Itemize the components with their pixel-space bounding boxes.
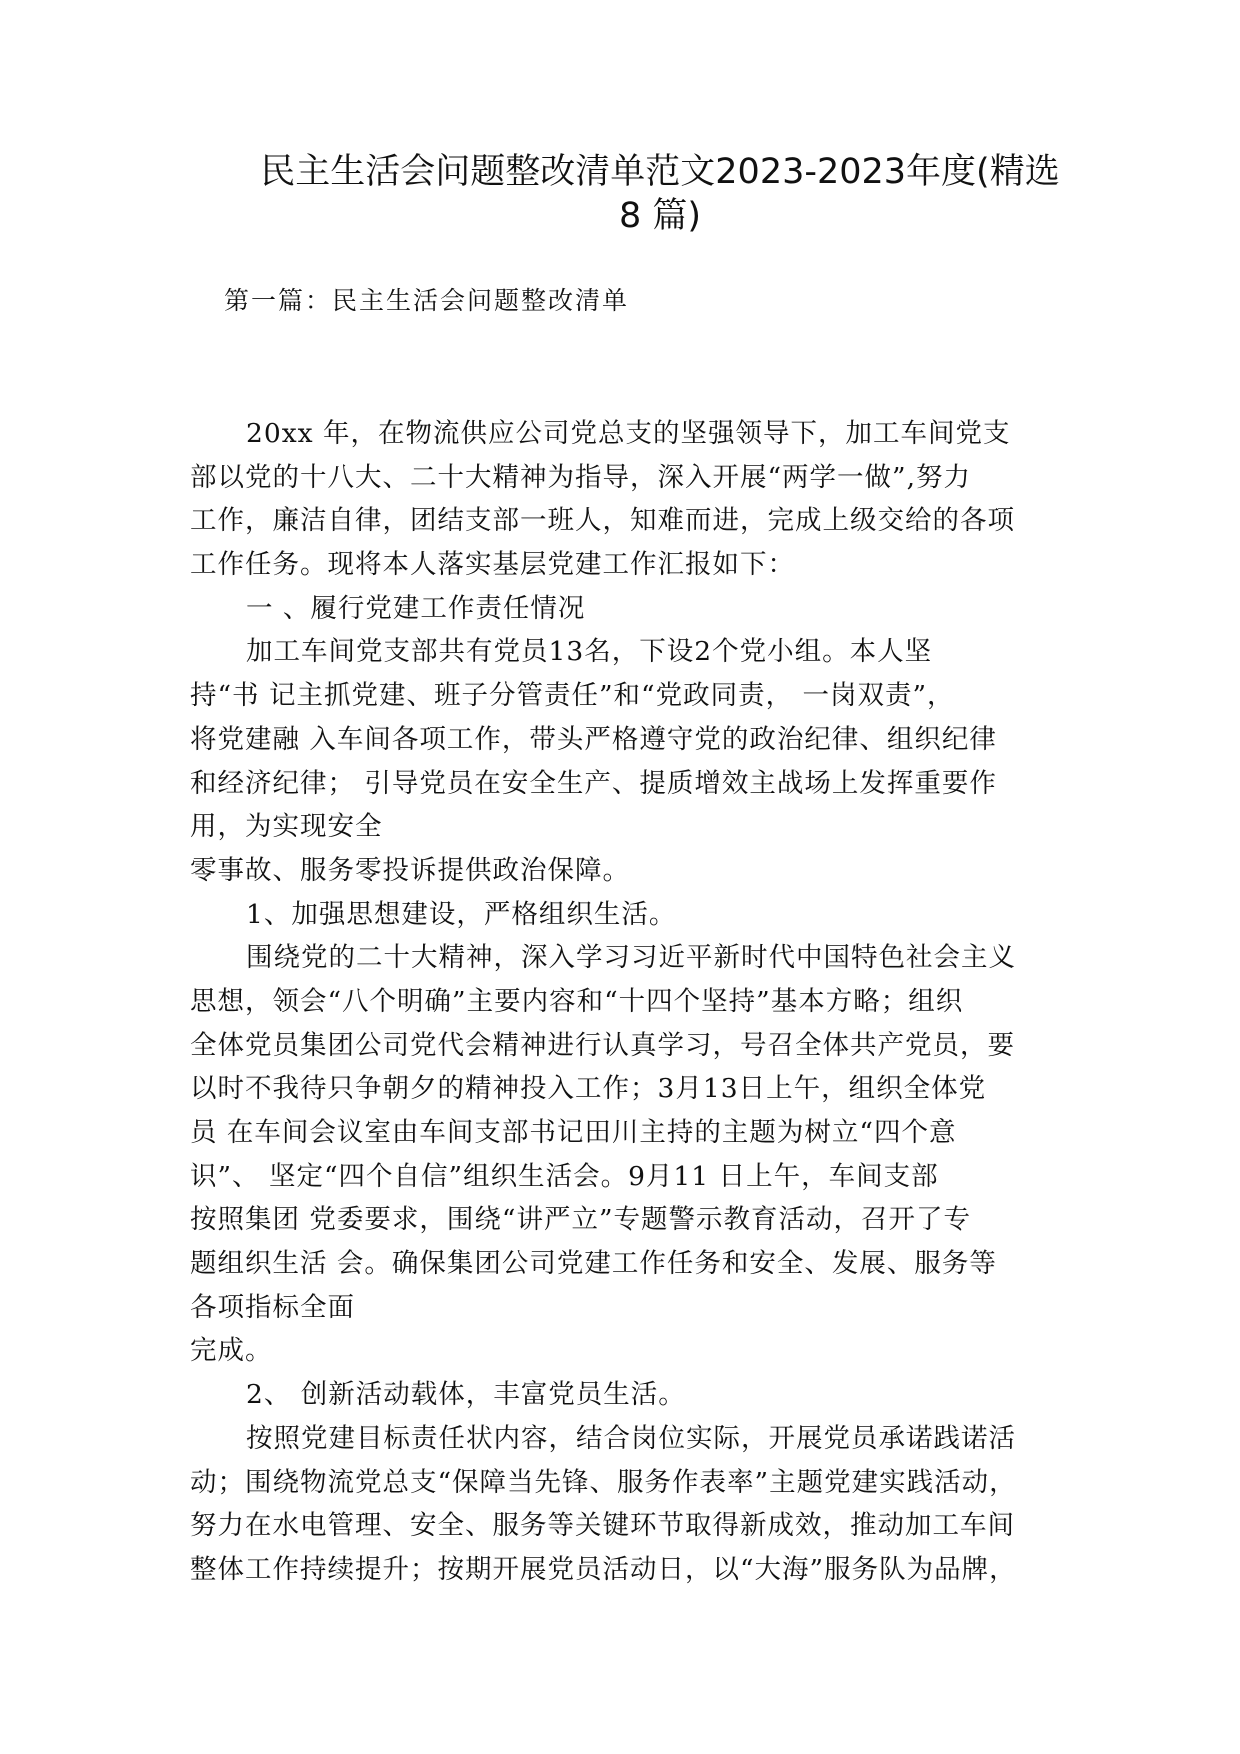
document-body <box>190 412 1050 1592</box>
body-line: 加工车间党支部共有党员13名，下设2个党小组。本人坚 <box>246 636 933 668</box>
body-line: 部以党的十八大、二十大精神为指导，深入开展“两学一做”,努力 <box>190 461 972 493</box>
body-line: 员 在车间会议室由车间支部书记田川主持的主题为树立“四个意 <box>190 1117 957 1148</box>
body-line: 零事故、服务零投诉提供政治保障。 <box>190 854 630 886</box>
body-line: 整体工作持续提升；按期开展党员活动日，以“大海”服务队为品牌， <box>190 1553 1017 1585</box>
body-line: 一 、履行党建工作责任情况 <box>246 592 586 624</box>
body-line: 和经济纪律； 引导党员在安全生产、提质增效主战场上发挥重要作 <box>190 767 997 799</box>
body-line: 用，为实现安全 <box>190 811 383 843</box>
body-line: 以时不我待只争朝夕的精神投入工作；3月13日上午，组织全体党 <box>190 1073 987 1105</box>
body-line: 按照集团 党委要求，围绕“讲严立”专题警示教育活动，召开了专 <box>190 1204 972 1236</box>
body-line: 持“书 记主抓党建、班子分管责任”和“党政同责， 一岗双责”， <box>190 680 955 712</box>
body-line: 完成。 <box>190 1335 273 1367</box>
body-line: 20xx 年，在物流供应公司党总支的坚强领导下，加工车间党支 <box>246 418 1011 449</box>
body-line: 按照党建目标责任状内容，结合岗位实际，开展党员承诺践诺活 <box>246 1422 1016 1454</box>
body-line: 识”、 坚定“四个自信”组织生活会。9月11 日上午，车间支部 <box>190 1160 939 1192</box>
title-line-1: 民主生活会问题整改清单范文2023-2023年度(精选 <box>260 152 1060 192</box>
body-line: 各项指标全面 <box>190 1291 355 1323</box>
body-line: 动；围绕物流党总支“保障当先锋、服务作表率”主题党建实践活动， <box>190 1466 1017 1498</box>
body-line: 工作，廉洁自律，团结支部一班人，知难而进，完成上级交给的各项 <box>190 505 1015 537</box>
section-heading: 第一篇：民主生活会问题整改清单 <box>224 286 630 315</box>
body-line: 围绕党的二十大精神，深入学习习近平新时代中国特色社会主义 <box>246 942 1016 974</box>
body-line: 全体党员集团公司党代会精神进行认真学习，号召全体共产党员，要 <box>190 1029 1015 1061</box>
body-line: 思想，领会“八个明确”主要内容和“十四个坚持”基本方略；组织 <box>190 985 964 1017</box>
body-line: 努力在水电管理、安全、服务等关键环节取得新成效，推动加工车间 <box>190 1510 1015 1542</box>
body-line: 1、加强思想建设，严格组织生活。 <box>246 898 677 930</box>
title-line-2: 8 篇) <box>618 196 702 236</box>
document-title <box>250 150 1070 238</box>
body-line: 工作任务。现将本人落实基层党建工作汇报如下： <box>190 549 795 581</box>
body-line: 题组织生活 会。确保集团公司党建工作任务和安全、发展、服务等 <box>190 1248 997 1280</box>
body-line: 2、 创新活动载体，丰富党员生活。 <box>246 1379 686 1411</box>
body-line: 将党建融 入车间各项工作，带头严格遵守党的政治纪律、组织纪律 <box>190 723 997 755</box>
